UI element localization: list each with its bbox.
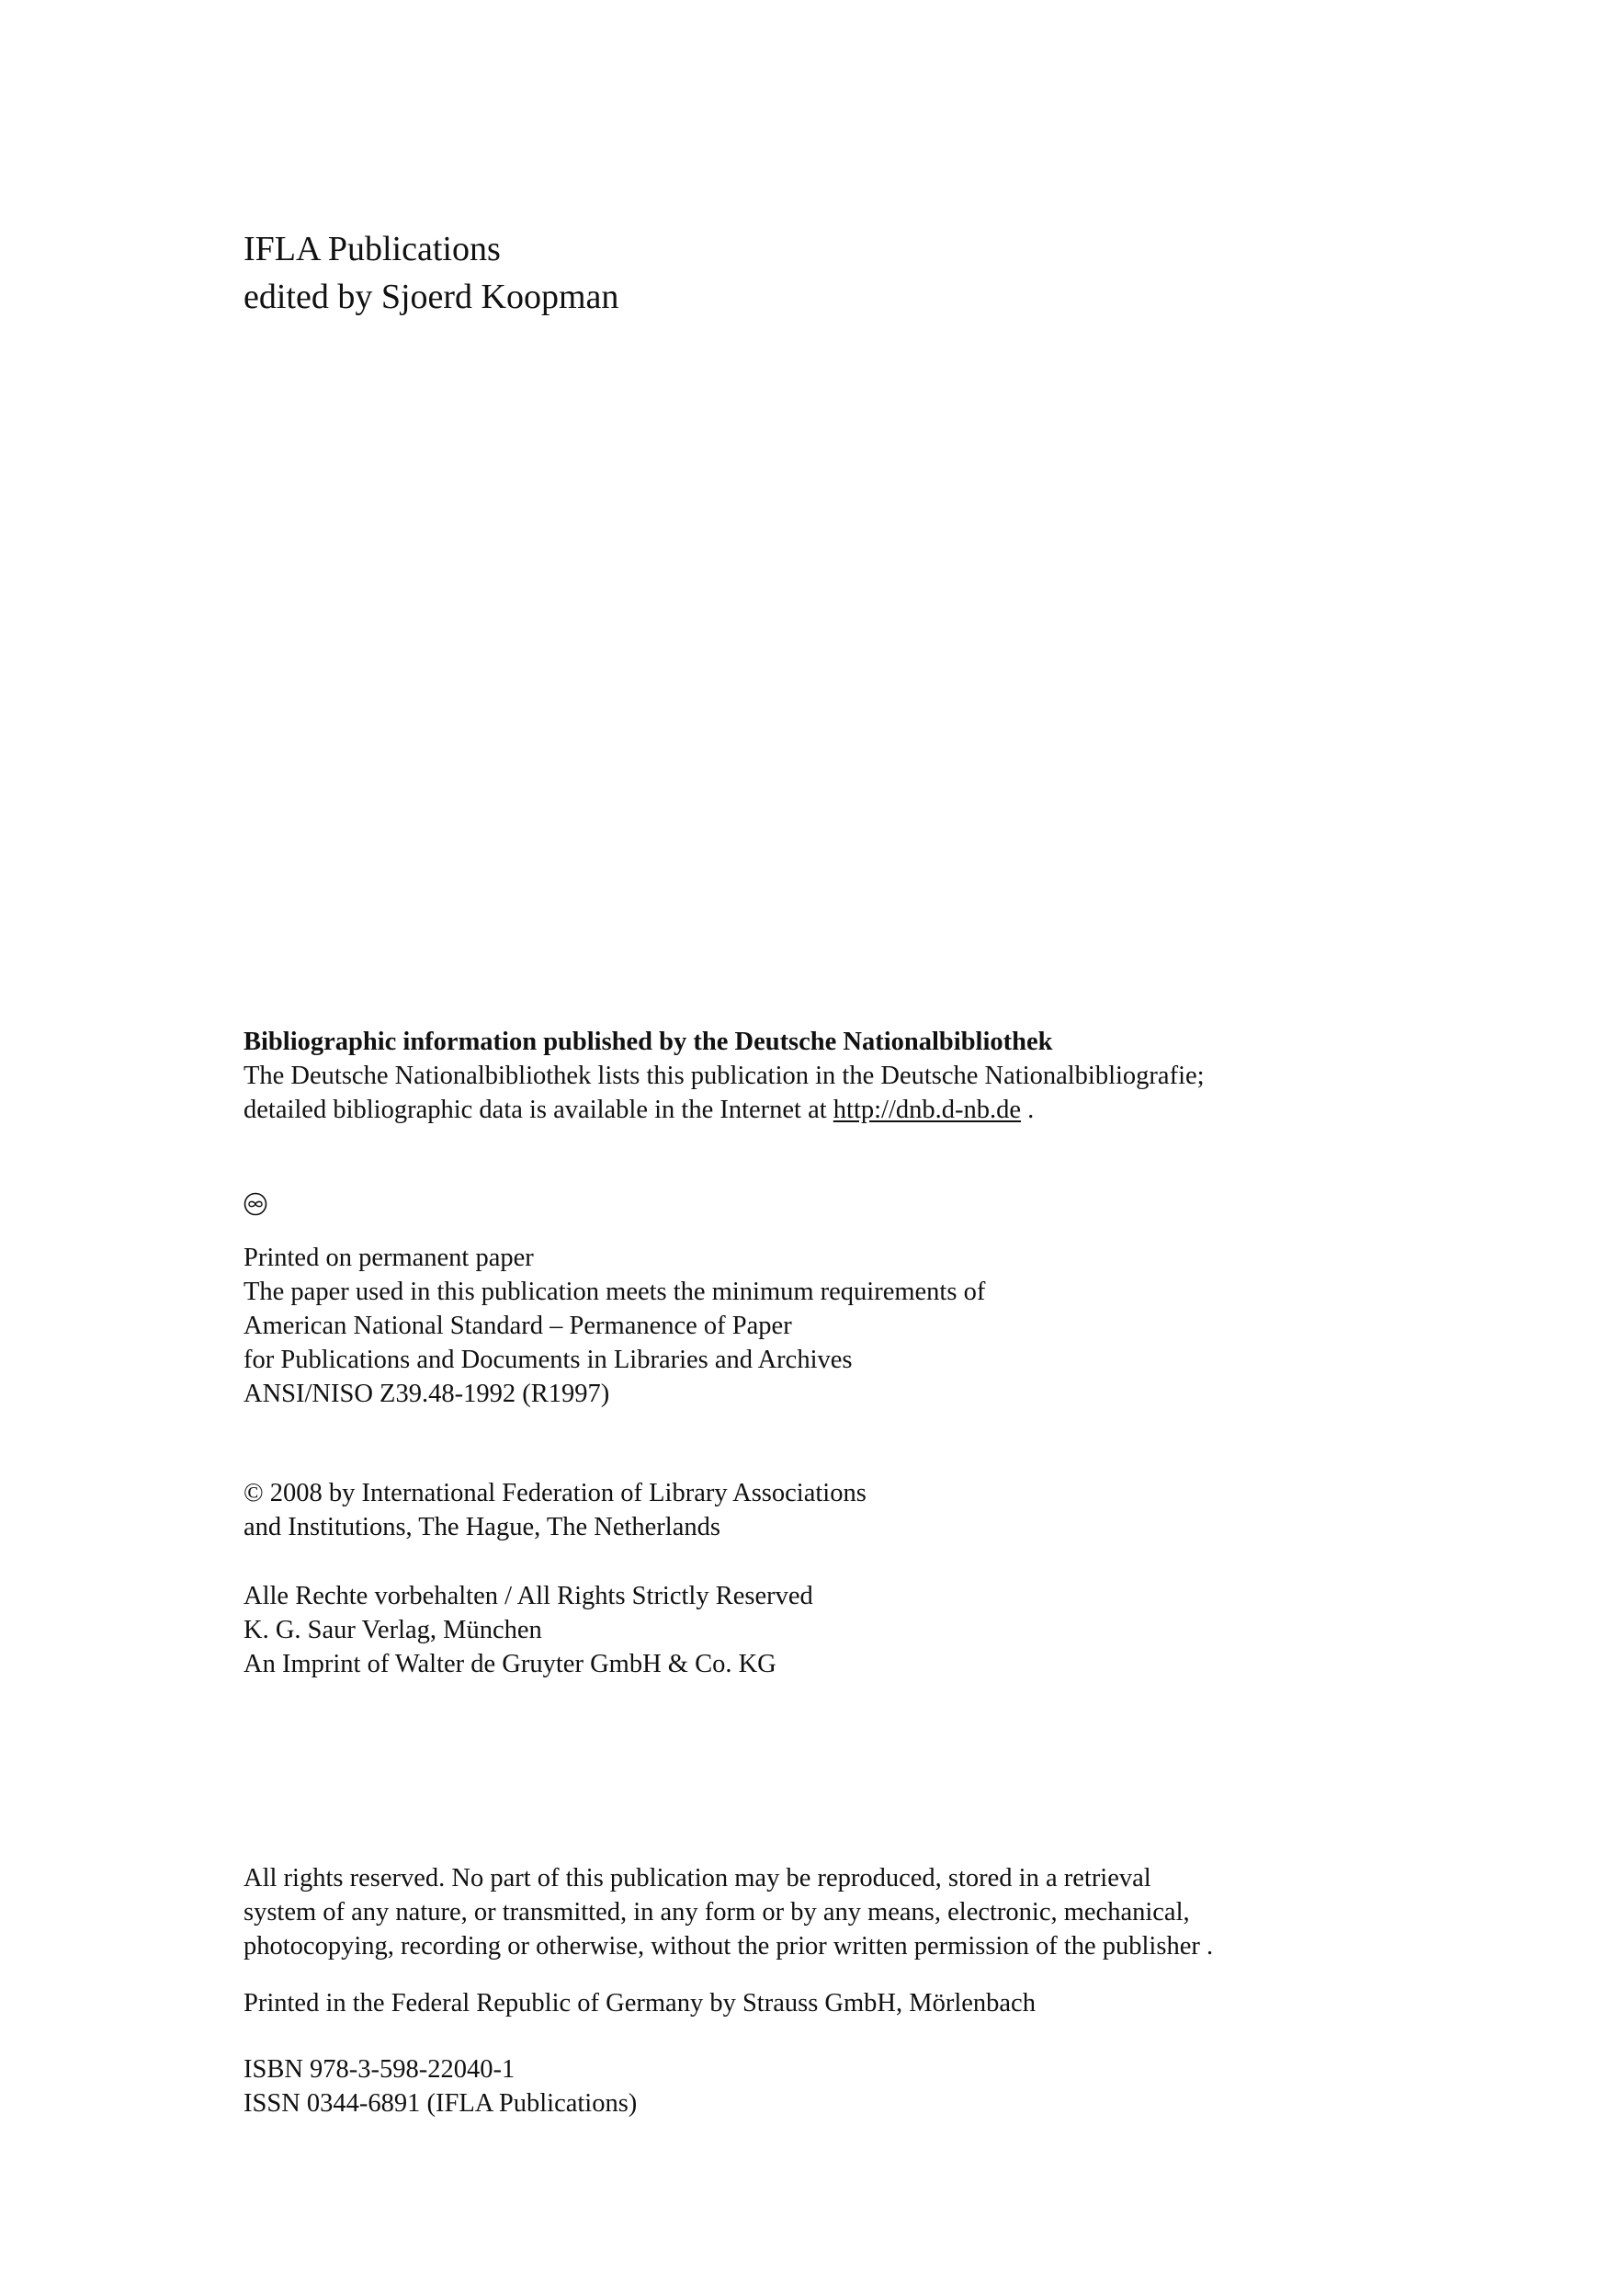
series-title: IFLA Publications (244, 230, 501, 268)
infinity-in-circle-icon (244, 1192, 267, 1216)
bibliographic-info (244, 1025, 1205, 1127)
copyright-line: and Institutions, The Hague, The Netherlands (244, 1513, 720, 1541)
printer-line: Printed in the Federal Republic of Germany by Strauss GmbH, Mörlenbach (244, 1989, 1036, 2018)
paper-line: ANSI/NISO Z39.48-1992 (R1997) (244, 1380, 610, 1408)
copyright-notice (244, 1476, 867, 1544)
paper-line: The paper used in this publication meets the minimum requirements of (244, 1278, 986, 1306)
series-header (244, 225, 618, 321)
series-editor: edited by Sjoerd Koopman (244, 278, 619, 316)
bibliographic-line-1: The Deutsche Nationalbibliothek lists this publication in the Deutsche Nationalbibliografie; (244, 1062, 1205, 1090)
publisher-line: K. G. Saur Verlag, München (244, 1616, 542, 1644)
isbn: ISBN 978-3-598-22040-1 (244, 2055, 516, 2084)
legal-notice (244, 1861, 1213, 1963)
paper-line: Printed on permanent paper (244, 1244, 534, 1272)
legal-line: photocopying, recording or otherwise, without the prior written permission of the publisher . (244, 1932, 1214, 1961)
bibliographic-heading: Bibliographic information published by the Deutsche Nationalbibliothek (244, 1028, 1053, 1056)
legal-line: All rights reserved. No part of this publication may be reproduced, stored in a retrieval (244, 1864, 1151, 1892)
dnb-link[interactable]: http://dnb.d-nb.de (833, 1096, 1022, 1124)
publisher-line: An Imprint of Walter de Gruyter GmbH & Co. KG (244, 1650, 776, 1678)
paper-line: for Publications and Documents in Libraries and Archives (244, 1346, 853, 1374)
bibliographic-line-2 (244, 1093, 1205, 1127)
identifiers (244, 2052, 637, 2120)
paper-line: American National Standard – Permanence of Paper (244, 1312, 792, 1340)
permanent-paper-notice (244, 1241, 985, 1411)
bibliographic-line-2-suffix: . (1021, 1096, 1035, 1124)
bibliographic-line-2-prefix: detailed bibliographic data is available in the Internet at (244, 1096, 833, 1124)
printer-info (244, 1986, 1036, 2020)
copyright-line: © 2008 by International Federation of Library Associations (244, 1479, 867, 1507)
issn: ISSN 0344-6891 (IFLA Publications) (244, 2089, 638, 2118)
publisher-line: Alle Rechte vorbehalten / All Rights Strictly Reserved (244, 1582, 813, 1610)
legal-line: system of any nature, or transmitted, in any form or by any means, electronic, mechanical, (244, 1898, 1190, 1927)
publisher-info (244, 1579, 813, 1681)
